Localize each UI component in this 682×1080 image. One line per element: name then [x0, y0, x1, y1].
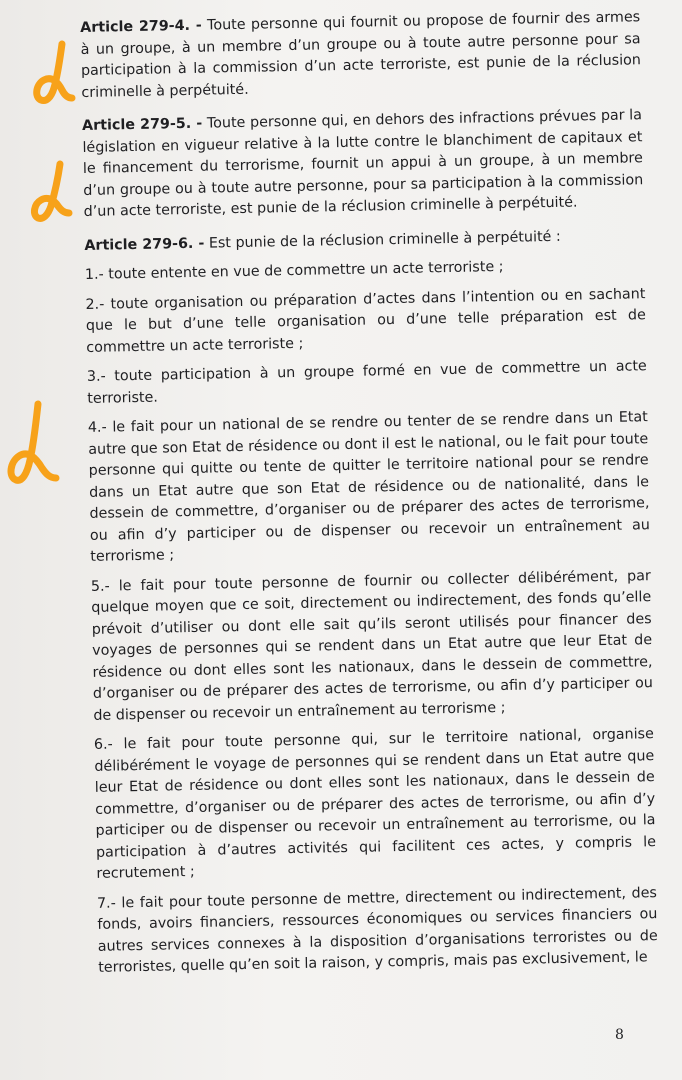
article-paragraph	[82, 105, 644, 223]
list-item	[97, 883, 659, 980]
list-item-text: 7.- le fait pour toute personne de mettre, directement ou indirectement, des fonds, avoirs financiers, ressources économiques ou services financiers ou autres services connexes à la disposition d’organisations terroristes ou de terroristes, quelle qu’en soit la raison, y compris, mais pas exclusivement, le	[96, 884, 658, 976]
highlighter-mark-1	[24, 36, 80, 108]
list-item-text: 6.- le fait pour toute personne qui, sur le territoire national, organise délibérément le voyage de personnes qui se rendent dans un Etat autre que leur Etat de résidence ou dont elles sont les nationaux, dans le dessein de commettre, d’organiser ou de préparer des actes de terrorisme, ou afin d’y participer ou de dispenser ou recevoir un entraînement au terrorisme, ou la participation à d’autres activités qui facilitent ces actes, y compris le recrutement ;	[93, 726, 657, 882]
list-item-text: 4.- le fait pour un national de se rendre ou tenter de se rendre dans un Etat autre que son Etat de résidence ou dont il est le national, ou le fait pour toute personne qui quitte ou tente de quitter le territoire national pour se rendre dans un Etat autre que son Etat de résidence ou de nationalité, dans le dessein de commettre, d’organiser ou de préparer des actes de terrorisme, ou afin d’y participer ou de dispenser ou recevoir un entraînement au terrorisme ;	[87, 409, 650, 565]
document-text	[80, 7, 659, 987]
list-item-text: 3.- toute participation à un groupe formé en vue de commettre un acte terroriste.	[86, 358, 647, 407]
list-item-text: 2.- toute organisation ou préparation d’actes dans l’intention ou en sachant que le but d’une telle organisation ou d’une telle préparation est de commettre un acte terroriste ;	[85, 285, 646, 356]
article-279-4	[80, 7, 642, 104]
highlighter-mark-3	[2, 398, 64, 490]
page-number: 8	[615, 1027, 624, 1043]
list-item	[85, 254, 645, 286]
article-body: Est punie de la réclusion criminelle à perpétuité :	[208, 228, 561, 252]
article-paragraph	[80, 7, 642, 104]
list-item-text: 5.- le fait pour toute personne de fournir ou collecter délibérément, par quelque moyen que ce soit, directement ou indirectement, des fonds qu’elle prévoit d’utiliser ou dont elle sait qu’ils seront utilisés pour financer des voyages de personnes qui se rendent dans un Etat autre que leur Etat de résidence ou dont elles sont les nationaux, dans le dessein de commettre, d’organiser ou de préparer des actes de terrorisme, ou afin d’y participer ou de dispenser ou recevoir un entraînement au terrorisme ;	[90, 567, 654, 724]
article-279-5	[82, 105, 644, 223]
list-item-text: 1.- toute entente en vue de commettre un acte terroriste ;	[84, 258, 504, 283]
article-heading: Article 279-4. -	[80, 17, 202, 36]
article-paragraph	[84, 225, 644, 257]
article-body: Toute personne qui fournit ou propose de fournir des armes à un groupe, à un membre d’un groupe ou à toute autre personne pour sa participation à la commission d’un acte terroriste, est punie de la réclusion criminelle à perpétuité.	[80, 9, 642, 101]
highlighter-mark-2	[22, 158, 78, 230]
article-body: Toute personne qui, en dehors des infractions prévues par la législation en vigueur relative à la lutte contre le blanchiment de capitaux et le financement du terrorisme, fournit un appui à un groupe, à un membre d’un groupe ou à toute autre personne, pour sa participation à la commission d’un acte terroriste, est punie de la réclusion criminelle à perpétuité.	[82, 107, 644, 220]
article-heading: Article 279-5. -	[81, 115, 203, 134]
list-item	[87, 356, 648, 410]
list-item	[94, 724, 657, 885]
list-item	[91, 566, 654, 727]
article-heading: Article 279-6. -	[84, 235, 205, 254]
list-item	[88, 407, 651, 568]
list-item	[85, 284, 646, 359]
article-279-6	[84, 225, 644, 257]
